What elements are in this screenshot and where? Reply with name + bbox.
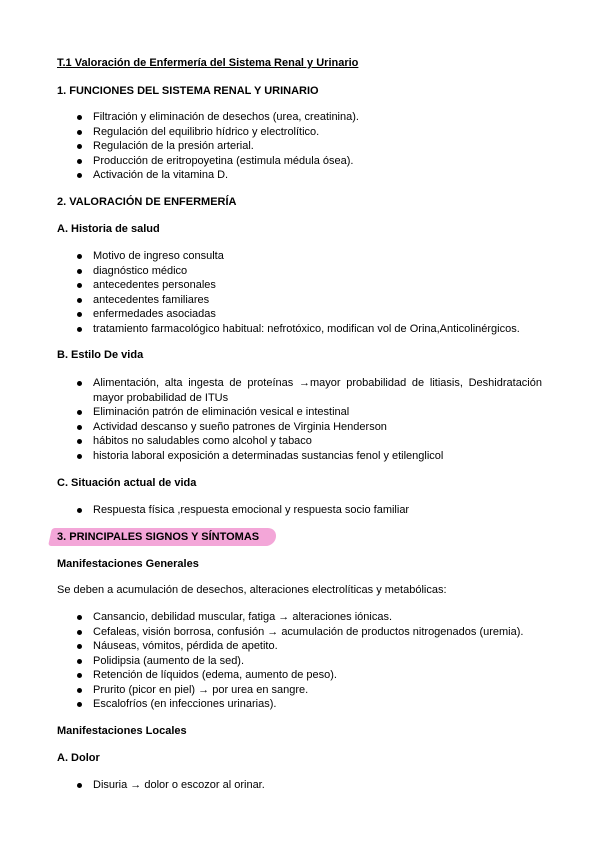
list-item: Activación de la vitamina D.	[0, 168, 600, 183]
subsection-2a-heading: A. Historia de salud	[57, 223, 160, 235]
pain-list	[0, 778, 600, 793]
list-item: Actividad descanso y sueño patrones de Virginia Henderson	[0, 420, 600, 435]
list-item: antecedentes personales	[0, 278, 600, 293]
list-item: Alimentación, alta ingesta de proteínas →mayor probabilidad de litiasis, Deshidratación mayor probabilidad de ITUs	[0, 376, 542, 405]
subsection-2b-heading: B. Estilo De vida	[57, 349, 144, 361]
list-item: antecedentes familiares	[0, 293, 600, 308]
list-item: Producción de eritropoyetina (estimula médula ósea).	[0, 154, 600, 169]
subsection-2c-heading: C. Situación actual de vida	[57, 477, 197, 489]
list-item: Respuesta física ,respuesta emocional y respuesta socio familiar	[0, 503, 600, 518]
list-item: Motivo de ingreso consulta	[0, 249, 600, 264]
subsection-2a-list	[0, 249, 600, 336]
list-item: Cansancio, debilidad muscular, fatiga → alteraciones iónicas.	[0, 610, 600, 625]
list-item: hábitos no saludables como alcohol y tabaco	[0, 434, 600, 449]
list-item: historia laboral exposición a determinadas sustancias fenol y etilenglicol	[0, 449, 600, 464]
list-item: Prurito (picor en piel) → por urea en sangre.	[0, 683, 600, 698]
list-item: Disuria → dolor o escozor al orinar.	[0, 778, 600, 793]
section-3-heading: 3. PRINCIPALES SIGNOS Y SÍNTOMAS	[57, 531, 260, 543]
general-manifestations-heading: Manifestaciones Generales	[57, 558, 199, 570]
list-item: enfermedades asociadas	[0, 307, 600, 322]
list-item: Retención de líquidos (edema, aumento de peso).	[0, 668, 600, 683]
section-1-list	[0, 110, 600, 183]
list-item: diagnóstico médico	[0, 264, 600, 279]
pain-heading: A. Dolor	[57, 752, 100, 764]
list-item: Regulación del equilibrio hídrico y electrolítico.	[0, 125, 600, 140]
general-manifestations-intro: Se deben a acumulación de desechos, alteraciones electrolíticas y metabólicas:	[57, 584, 447, 596]
list-item: Eliminación patrón de eliminación vesical e intestinal	[0, 405, 600, 420]
document-title: T.1 Valoración de Enfermería del Sistema Renal y Urinario	[57, 57, 359, 69]
list-item: Escalofríos (en infecciones urinarias).	[0, 697, 600, 712]
section-2-heading: 2. VALORACIÓN DE ENFERMERÍA	[57, 196, 237, 208]
list-item: Náuseas, vómitos, pérdida de apetito.	[0, 639, 600, 654]
list-item: Cefaleas, visión borrosa, confusión → acumulación de productos nitrogenados (uremia).	[0, 625, 600, 640]
list-item: Regulación de la presión arterial.	[0, 139, 600, 154]
list-item: Filtración y eliminación de desechos (urea, creatinina).	[0, 110, 600, 125]
subsection-2b-list	[0, 376, 600, 463]
section-1-heading: 1. FUNCIONES DEL SISTEMA RENAL Y URINARIO	[57, 85, 319, 97]
local-manifestations-heading: Manifestaciones Locales	[57, 725, 187, 737]
list-item: Polidipsia (aumento de la sed).	[0, 654, 600, 669]
subsection-2c-list	[0, 503, 600, 518]
list-item: tratamiento farmacológico habitual: nefrotóxico, modifican vol de Orina,Anticolinérgicos.	[0, 322, 600, 337]
general-manifestations-list	[0, 610, 600, 712]
